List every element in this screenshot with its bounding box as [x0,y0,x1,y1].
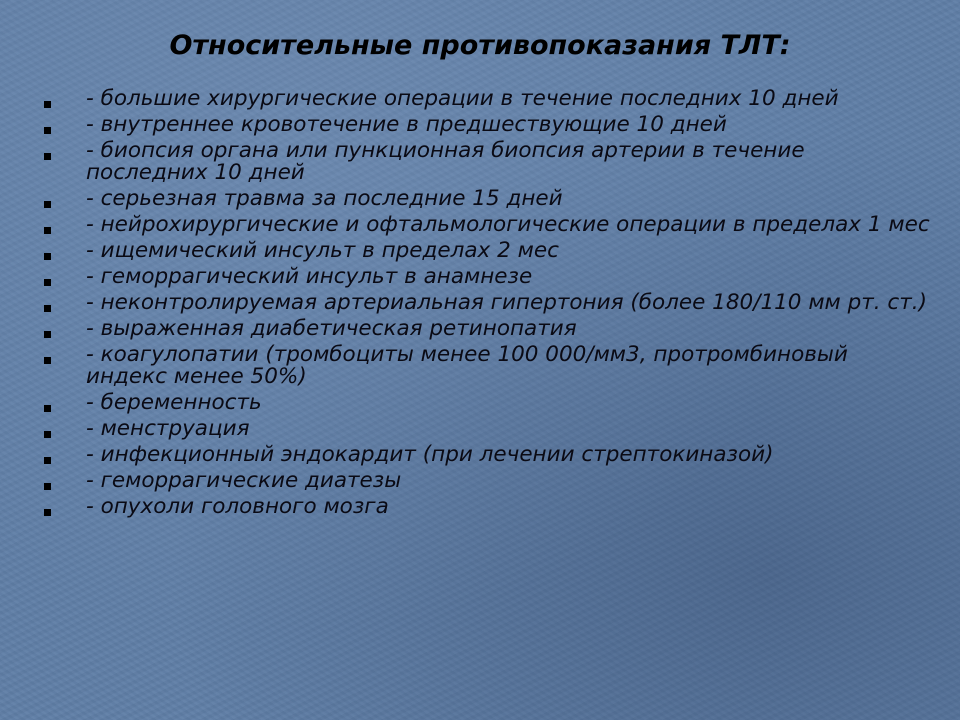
square-bullet-icon [44,457,51,464]
square-bullet-icon [44,405,51,412]
square-bullet-icon [44,101,51,108]
list-item-text: - серьезная травма за последние 15 дней [86,186,563,211]
list-item [40,266,930,288]
contraindications-list [40,88,930,522]
list-item-text: - биопсия органа или пункционная биопсия артерии в течение последних 10 дней [86,138,805,185]
list-item [40,496,930,518]
list-item [40,292,930,314]
square-bullet-icon [44,431,51,438]
list-item [40,188,930,210]
list-item [40,444,930,466]
list-item-text: - ищемический инсульт в пределах 2 мес [86,238,559,263]
list-item [40,214,930,236]
square-bullet-icon [44,253,51,260]
list-item [40,470,930,492]
list-item-text: - геморрагические диатезы [86,468,402,493]
list-item [40,392,930,414]
list-item-text: - менструация [86,416,250,441]
square-bullet-icon [44,305,51,312]
list-item-text: - беременность [86,390,262,415]
list-item [40,344,930,388]
square-bullet-icon [44,153,51,160]
list-item [40,140,930,184]
square-bullet-icon [44,331,51,338]
list-item-text: - коагулопатии (тромбоциты менее 100 000/мм3, протромбиновый индекс менее 50%) [86,342,848,389]
square-bullet-icon [44,279,51,286]
list-item-text: - инфекционный эндокардит (при лечении стрептокиназой) [86,442,774,467]
list-item-text: - неконтролируемая артериальная гипертония (более 180/110 мм рт. ст.) [86,290,927,315]
list-item-text: - внутреннее кровотечение в предшествующие 10 дней [86,112,727,137]
list-item [40,318,930,340]
square-bullet-icon [44,483,51,490]
list-item-text: - выраженная диабетическая ретинопатия [86,316,577,341]
list-item-text: - опухоли головного мозга [86,494,389,519]
list-item [40,240,930,262]
square-bullet-icon [44,127,51,134]
list-item [40,114,930,136]
square-bullet-icon [44,357,51,364]
list-item-text: - геморрагический инсульт в анамнезе [86,264,533,289]
list-item-text: - нейрохирургические и офтальмологические операции в пределах 1 мес [86,212,930,237]
list-item [40,88,930,110]
list-item-text: - большие хирургические операции в течение последних 10 дней [86,86,839,111]
square-bullet-icon [44,227,51,234]
square-bullet-icon [44,509,51,516]
square-bullet-icon [44,201,51,208]
slide-title: Относительные противопоказания ТЛТ: [169,30,791,61]
list-item [40,418,930,440]
